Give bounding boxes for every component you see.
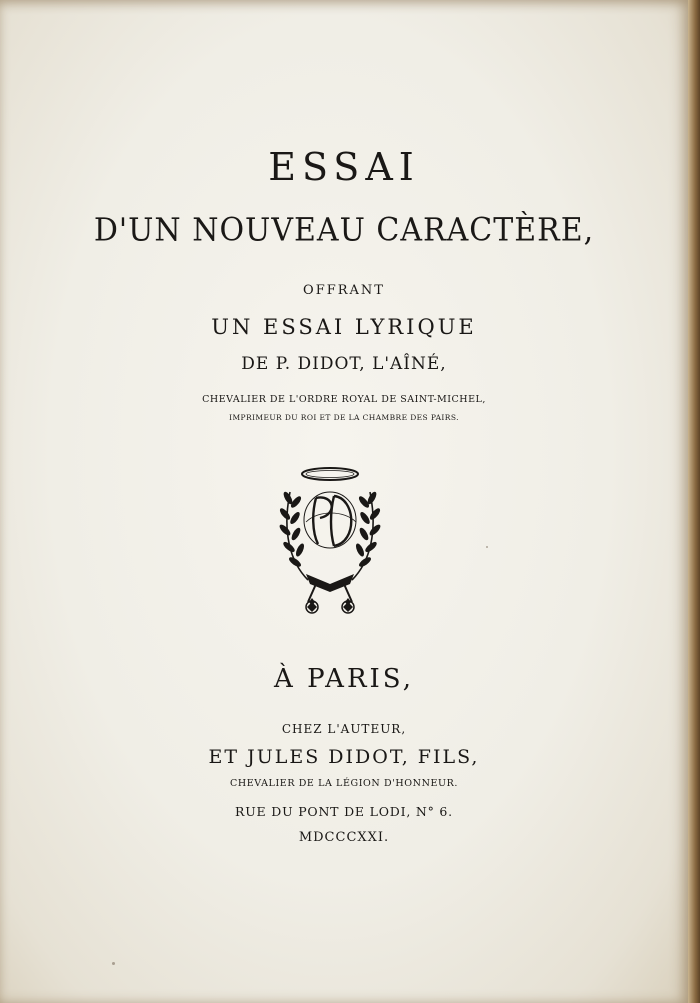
book-title: ESSAI: [268, 145, 420, 189]
offrant-text: OFFRANT: [303, 283, 385, 298]
imprint-city: À PARIS,: [274, 664, 414, 694]
publisher-distinction: CHEVALIER DE LA LÉGION D'HONNEUR.: [229, 778, 459, 789]
paper-speck: [486, 546, 488, 548]
book-edge: [688, 0, 700, 1003]
imprint-year: MDCCCXXI.: [298, 830, 390, 845]
author-office: IMPRIMEUR DU ROI ET DE LA CHAMBRE DES PAIRS.: [229, 413, 459, 422]
monogram-wreath-emblem-icon: [268, 462, 392, 622]
book-subtitle: D'UN NOUVEAU CARACTÈRE,: [93, 212, 595, 249]
author-distinction: CHEVALIER DE L'ORDRE ROYAL DE SAINT-MICHEL,: [202, 394, 486, 405]
imprint-chez: CHEZ L'AUTEUR,: [281, 722, 407, 736]
work-title: UN ESSAI LYRIQUE: [211, 315, 477, 339]
paper-speck: [112, 962, 115, 965]
imprint-address: RUE DU PONT DE LODI, N° 6.: [235, 804, 453, 819]
imprint-publisher: ET JULES DIDOT, FILS,: [208, 746, 480, 768]
author-name: DE P. DIDOT, L'AÎNÉ,: [241, 354, 447, 374]
